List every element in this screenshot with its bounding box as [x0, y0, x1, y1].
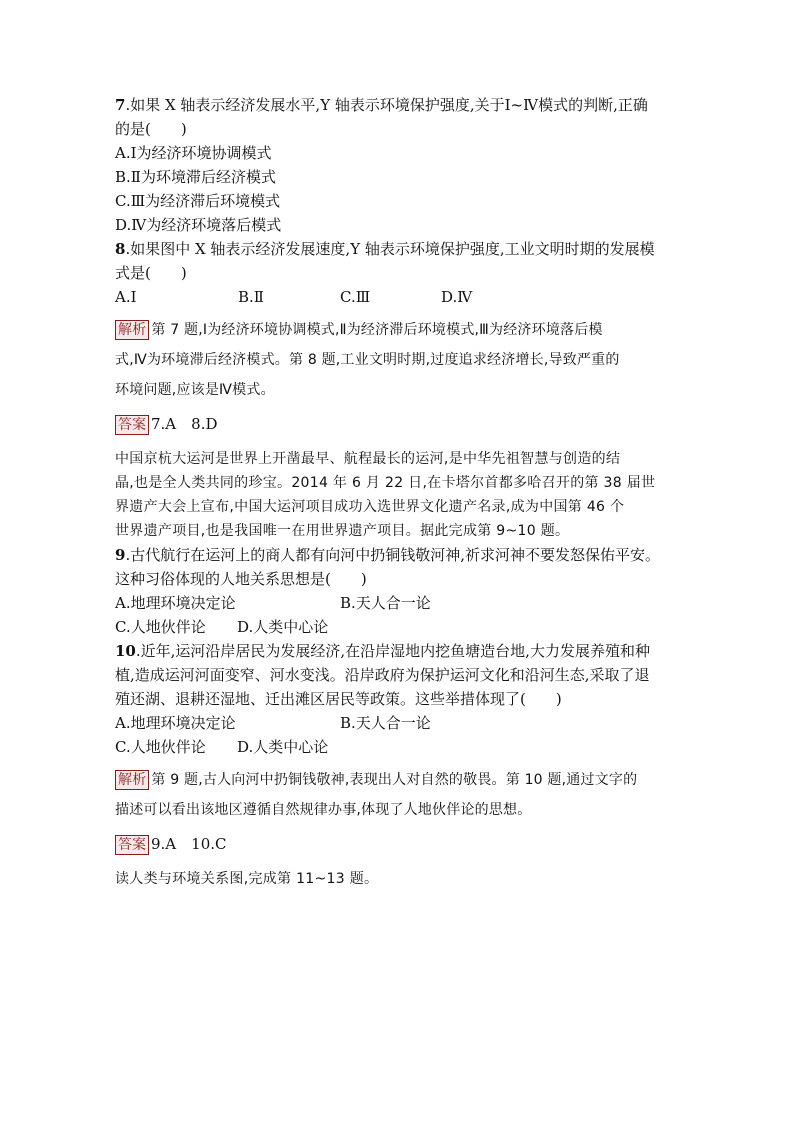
question-8-options — [115, 285, 685, 309]
question-8-stem-cont: 式是( ) — [115, 264, 187, 282]
question-7-stem: 7.如果 X 轴表示经济发展水平,Y 轴表示环境保护强度,关于Ⅰ~Ⅳ模式的判断,正确 — [115, 96, 648, 114]
answer-block: 答案 7.A 8.D — [115, 411, 685, 437]
question-10-options-row2 — [115, 735, 685, 759]
question-9-option-c: C.人地伙伴论 — [115, 618, 206, 636]
question-9-option-a: A.地理环境决定论 — [115, 594, 236, 612]
question-7-option-a: A.Ⅰ为经济环境协调模式 — [115, 144, 272, 162]
question-10-stem-cont: 植,造成运河河面变窄、河水变浅。沿岸政府为保护运河文化和沿河生态,采取了退 — [115, 666, 650, 684]
answer-tag: 答案 — [115, 835, 149, 855]
explanation-tag: 解析 — [115, 770, 149, 790]
question-9-option-d: D.人类中心论 — [237, 618, 329, 636]
question-9-stem: 9.古代航行在运河上的商人都有向河中扔铜钱敬河神,祈求河神不要发怒保佑平安。 — [115, 546, 660, 564]
question-10-stem-cont: 殖还湖、退耕还湿地、迁出滩区居民等政策。这些举措体现了( ) — [115, 690, 562, 708]
question-10-option-b: B.天人合一论 — [340, 714, 431, 732]
question-9-options-row2 — [115, 615, 685, 639]
answer-block: 答案 9.A 10.C — [115, 831, 685, 857]
explanation-block: 解析 第 9 题,古人向河中扔铜钱敬神,表现出人对自然的敬畏。第 10 题,通过文字的 — [115, 765, 685, 795]
closing-instruction: 读人类与环境关系图,完成第 11~13 题。 — [115, 871, 379, 887]
question-8-stem: 8.如果图中 X 轴表示经济发展速度,Y 轴表示环境保护强度,工业文明时期的发展模 — [115, 240, 655, 258]
answer-tag: 答案 — [115, 415, 149, 435]
question-8-option-d: D.Ⅳ — [441, 288, 473, 306]
question-10-option-d: D.人类中心论 — [237, 738, 329, 756]
question-9-options-row1 — [115, 591, 685, 615]
question-8-option-c: C.Ⅲ — [340, 288, 371, 306]
question-8-option-a: A.Ⅰ — [115, 288, 137, 306]
explanation-block: 解析 第 7 题,Ⅰ为经济环境协调模式,Ⅱ为经济滞后环境模式,Ⅲ为经济环境落后模 — [115, 315, 685, 345]
explanation-line: 描述可以看出该地区遵循自然规律办事,体现了人地伙伴论的思想。 — [115, 802, 532, 818]
question-7-option-c: C.Ⅲ为经济滞后环境模式 — [115, 192, 281, 210]
question-10-stem: 10.近年,运河沿岸居民为发展经济,在沿岸湿地内挖鱼塘造台地,大力发展养殖和种 — [115, 642, 650, 660]
explanation-line: 环境问题,应该是Ⅳ模式。 — [115, 382, 275, 398]
passage-line: 中国京杭大运河是世界上开凿最早、航程最长的运河,是中华先祖智慧与创造的结 — [115, 451, 621, 467]
question-7-stem-cont: 的是( ) — [115, 120, 187, 138]
passage-line: 世界遗产项目,也是我国唯一在用世界遗产项目。据此完成第 9~10 题。 — [115, 523, 570, 539]
question-10-options-row1 — [115, 711, 685, 735]
question-10-option-a: A.地理环境决定论 — [115, 714, 236, 732]
question-7-option-b: B.Ⅱ为环境滞后经济模式 — [115, 168, 276, 186]
question-8-option-b: B.Ⅱ — [238, 288, 264, 306]
question-10-option-c: C.人地伙伴论 — [115, 738, 206, 756]
question-7-option-d: D.Ⅳ为经济环境落后模式 — [115, 216, 282, 234]
explanation-tag: 解析 — [115, 320, 149, 340]
question-9-stem-cont: 这种习俗体现的人地关系思想是( ) — [115, 570, 367, 588]
passage-line: 界遗产大会上宣布,中国大运河项目成功入选世界文化遗产名录,成为中国第 46 个 — [115, 499, 625, 515]
question-9-option-b: B.天人合一论 — [340, 594, 431, 612]
document-page — [115, 93, 685, 891]
explanation-line: 式,Ⅳ为环境滞后经济模式。第 8 题,工业文明时期,过度追求经济增长,导致严重的 — [115, 352, 620, 368]
passage-line: 晶,也是全人类共同的珍宝。2014 年 6 月 22 日,在卡塔尔首都多哈召开的第 38 届世 — [115, 475, 656, 491]
